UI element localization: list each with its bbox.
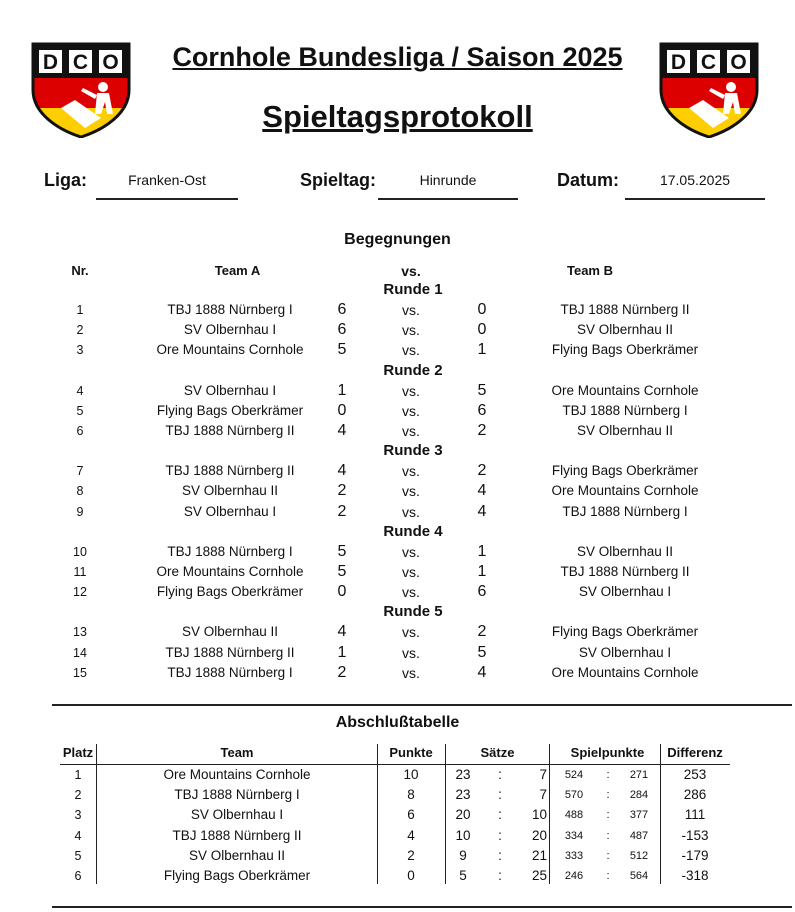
team-a: SV Olbernhau I	[183, 503, 277, 519]
team-b: TBJ 1888 Nürnberg I	[562, 503, 688, 519]
saetze-won-cell: 23	[455, 787, 471, 803]
match-row	[0, 663, 795, 683]
score-a: 0	[337, 583, 347, 601]
score-a: 5	[337, 563, 347, 580]
team-b: Flying Bags Oberkrämer	[551, 342, 699, 358]
round-label: Runde 3	[383, 442, 443, 460]
header-vs: vs.	[401, 263, 421, 279]
spielpunkte-against-cell: 377	[629, 809, 649, 822]
table-row	[0, 765, 795, 785]
match-row	[0, 300, 795, 320]
datum-value: 17.05.2025	[659, 172, 731, 188]
round-label: Runde 1	[383, 281, 443, 298]
vs-label: vs.	[402, 463, 420, 480]
match-number: 11	[73, 565, 87, 579]
separator: :	[498, 847, 502, 863]
score-b: 0	[477, 321, 487, 339]
team-a: Flying Bags Oberkrämer	[156, 584, 304, 600]
score-a: 0	[337, 401, 347, 419]
platz-cell: 6	[74, 869, 82, 883]
score-a: 6	[337, 301, 347, 318]
header-differenz: Differenz	[667, 745, 723, 760]
team-b: TBJ 1888 Nürnberg I	[562, 402, 688, 418]
page-subtitle: Spieltagsprotokoll	[262, 99, 533, 134]
separator: :	[606, 870, 610, 882]
vs-label: vs.	[402, 664, 420, 681]
score-b: 1	[477, 542, 487, 560]
match-number: 3	[76, 343, 84, 358]
vs-label: vs.	[402, 402, 420, 419]
team-b: SV Olbernhau II	[576, 423, 674, 438]
spielpunkte-against-cell: 284	[629, 789, 649, 802]
match-row	[0, 502, 795, 522]
match-row	[0, 320, 795, 340]
spieltag-label: Spieltag:	[300, 170, 377, 190]
table-row	[0, 785, 795, 805]
platz-cell: 2	[74, 788, 82, 803]
score-b: 1	[477, 563, 487, 580]
saetze-won-cell: 10	[455, 827, 471, 843]
saetze-won-cell: 20	[455, 807, 471, 823]
platz-cell: 3	[74, 808, 82, 823]
platz-cell: 1	[74, 768, 82, 782]
score-b: 0	[477, 301, 487, 318]
vs-label: vs.	[402, 342, 420, 359]
separator: :	[606, 849, 610, 862]
saetze-lost-cell: 25	[531, 868, 547, 883]
team-a: Ore Mountains Cornhole	[156, 342, 304, 358]
svg-text:D: D	[670, 51, 687, 74]
team-a: SV Olbernhau II	[181, 624, 279, 640]
team-b: Ore Mountains Cornhole	[551, 483, 699, 499]
vs-label: vs.	[402, 564, 420, 580]
standings-title: Abschlußtabelle	[335, 714, 460, 731]
saetze-lost-cell: 20	[531, 827, 547, 843]
team-a: TBJ 1888 Nürnberg II	[165, 644, 295, 660]
spielpunkte-against-cell: 512	[629, 849, 649, 862]
saetze-lost-cell: 21	[531, 847, 547, 863]
vs-label: vs.	[402, 302, 420, 318]
team-b: TBJ 1888 Nürnberg II	[560, 564, 690, 579]
score-b: 4	[477, 482, 487, 500]
match-number: 6	[76, 424, 84, 438]
team-a: TBJ 1888 Nürnberg II	[165, 463, 295, 479]
match-number: 7	[76, 464, 84, 479]
match-row	[0, 582, 795, 602]
header-nr: Nr.	[71, 263, 89, 278]
punkte-cell: 8	[407, 787, 415, 803]
spielpunkte-for-cell: 524	[564, 769, 584, 781]
team-b: Ore Mountains Cornhole	[551, 664, 699, 680]
team-b: Flying Bags Oberkrämer	[551, 624, 699, 640]
match-row	[0, 622, 795, 642]
score-a: 2	[337, 502, 347, 520]
separator: :	[498, 807, 502, 823]
team-a: Flying Bags Oberkrämer	[156, 402, 304, 418]
punkte-cell: 0	[407, 868, 415, 883]
saetze-lost-cell: 10	[531, 807, 547, 823]
score-b: 2	[477, 623, 487, 641]
match-number: 10	[73, 544, 87, 559]
vs-label: vs.	[402, 423, 420, 439]
team-cell: Ore Mountains Cornhole	[163, 767, 311, 782]
match-number: 9	[76, 504, 84, 519]
bottom-divider	[52, 906, 792, 908]
differenz-cell: -179	[681, 847, 709, 863]
separator: :	[606, 829, 610, 842]
match-row	[0, 643, 795, 663]
header-punkte: Punkte	[389, 745, 433, 760]
vs-label: vs.	[402, 483, 420, 500]
vs-label: vs.	[402, 543, 420, 560]
spielpunkte-against-cell: 487	[629, 829, 649, 842]
match-number: 8	[76, 484, 84, 499]
saetze-lost-cell: 7	[539, 787, 547, 803]
match-number: 2	[76, 323, 84, 338]
team-a: TBJ 1888 Nürnberg I	[167, 302, 293, 317]
match-row	[0, 340, 795, 360]
liga-underline	[96, 198, 238, 200]
score-a: 4	[337, 462, 347, 480]
matches-title: Begegnungen	[344, 231, 451, 248]
team-a: SV Olbernhau II	[181, 483, 279, 499]
header-platz: Platz	[62, 745, 94, 760]
round-label: Runde 4	[383, 522, 443, 540]
team-a: TBJ 1888 Nürnberg I	[167, 543, 293, 559]
match-row	[0, 461, 795, 481]
vs-label: vs.	[402, 503, 420, 520]
score-a: 2	[337, 482, 347, 500]
separator: :	[606, 809, 610, 822]
spielpunkte-against-cell: 271	[629, 769, 649, 781]
team-a: TBJ 1888 Nürnberg I	[167, 664, 293, 680]
section-divider	[52, 704, 792, 706]
spielpunkte-for-cell: 246	[564, 870, 584, 882]
saetze-won-cell: 9	[459, 847, 467, 863]
match-number: 1	[76, 303, 84, 317]
match-number: 5	[76, 403, 84, 418]
separator: :	[498, 787, 502, 803]
saetze-won-cell: 23	[455, 767, 471, 782]
score-a: 4	[337, 422, 347, 439]
team-b: Ore Mountains Cornhole	[551, 382, 699, 398]
team-cell: TBJ 1888 Nürnberg I	[174, 787, 300, 803]
team-a: Ore Mountains Cornhole	[156, 564, 304, 579]
score-a: 4	[337, 623, 347, 641]
score-a: 6	[337, 321, 347, 339]
page-title: Cornhole Bundesliga / Saison 2025	[172, 42, 623, 72]
team-b: SV Olbernhau II	[576, 543, 674, 559]
team-a: SV Olbernhau I	[183, 322, 277, 338]
datum-underline	[625, 198, 765, 200]
team-cell: SV Olbernhau I	[190, 807, 284, 823]
score-b: 6	[477, 401, 487, 419]
spielpunkte-for-cell: 488	[564, 809, 584, 822]
team-cell: TBJ 1888 Nürnberg II	[172, 827, 302, 843]
header-saetze: Sätze	[480, 745, 515, 760]
separator: :	[498, 868, 502, 883]
liga-value: Franken-Ost	[128, 172, 206, 188]
spielpunkte-for-cell: 333	[564, 849, 584, 862]
header-team-b: Team B	[567, 263, 613, 278]
score-b: 5	[477, 643, 487, 661]
header-spielpunkte: Spielpunkte	[570, 745, 645, 760]
spieltag-underline	[378, 198, 518, 200]
liga-label: Liga:	[44, 170, 87, 190]
spielpunkte-for-cell: 334	[564, 829, 584, 842]
match-row	[0, 542, 795, 562]
vs-label: vs.	[402, 382, 420, 399]
spielpunkte-against-cell: 564	[629, 870, 649, 882]
score-a: 5	[337, 341, 347, 359]
score-b: 1	[477, 341, 487, 359]
vs-label: vs.	[402, 322, 420, 339]
punkte-cell: 6	[407, 807, 415, 823]
separator: :	[498, 827, 502, 843]
svg-text:O: O	[102, 51, 119, 74]
table-row	[0, 846, 795, 866]
team-b: SV Olbernhau I	[578, 584, 672, 600]
header-team: Team	[220, 745, 254, 760]
header-team-a: Team A	[214, 263, 261, 278]
match-row	[0, 421, 795, 441]
spieltag-value: Hinrunde	[419, 172, 477, 188]
score-b: 2	[477, 422, 487, 439]
table-row	[0, 805, 795, 825]
match-number: 14	[73, 645, 87, 660]
differenz-cell: 253	[683, 767, 707, 782]
team-b: TBJ 1888 Nürnberg II	[560, 302, 690, 317]
vs-label: vs.	[402, 644, 420, 661]
table-row	[0, 866, 795, 886]
punkte-cell: 4	[407, 827, 415, 843]
score-a: 5	[337, 542, 347, 560]
team-a: SV Olbernhau I	[183, 382, 277, 398]
svg-text:O: O	[730, 51, 747, 74]
team-cell: SV Olbernhau II	[188, 847, 286, 863]
score-b: 6	[477, 583, 487, 601]
separator: :	[606, 769, 610, 781]
match-number: 15	[73, 665, 87, 680]
match-row	[0, 481, 795, 501]
match-number: 12	[73, 585, 87, 600]
team-a: TBJ 1888 Nürnberg II	[165, 423, 295, 438]
differenz-cell: 286	[683, 787, 707, 803]
vs-label: vs.	[402, 584, 420, 601]
spielpunkte-for-cell: 570	[564, 789, 584, 802]
vs-label: vs.	[402, 624, 420, 641]
separator: :	[606, 789, 610, 802]
svg-text:C: C	[72, 51, 89, 74]
match-row	[0, 401, 795, 421]
score-a: 2	[337, 663, 347, 681]
match-number: 4	[76, 383, 84, 398]
score-a: 1	[337, 381, 347, 399]
score-a: 1	[337, 643, 347, 661]
score-b: 4	[477, 663, 487, 681]
punkte-cell: 2	[407, 847, 415, 863]
punkte-cell: 10	[403, 767, 419, 782]
svg-text:D: D	[42, 51, 59, 74]
match-number: 13	[73, 625, 87, 640]
platz-cell: 4	[74, 828, 82, 843]
team-b: SV Olbernhau I	[578, 644, 672, 660]
team-b: SV Olbernhau II	[576, 322, 674, 338]
svg-text:C: C	[700, 51, 717, 74]
score-b: 4	[477, 502, 487, 520]
team-b: Flying Bags Oberkrämer	[551, 463, 699, 479]
match-row	[0, 381, 795, 401]
score-b: 2	[477, 462, 487, 480]
saetze-lost-cell: 7	[539, 767, 547, 782]
saetze-won-cell: 5	[459, 868, 467, 883]
differenz-cell: -318	[681, 868, 709, 883]
score-b: 5	[477, 381, 487, 399]
datum-label: Datum:	[557, 170, 619, 190]
match-row	[0, 562, 795, 582]
round-label: Runde 5	[383, 603, 443, 621]
differenz-cell: -153	[681, 827, 709, 843]
platz-cell: 5	[74, 848, 82, 863]
table-row	[0, 826, 795, 846]
differenz-cell: 111	[684, 807, 706, 823]
separator: :	[498, 767, 502, 782]
team-cell: Flying Bags Oberkrämer	[163, 868, 311, 883]
round-label: Runde 2	[383, 361, 443, 379]
